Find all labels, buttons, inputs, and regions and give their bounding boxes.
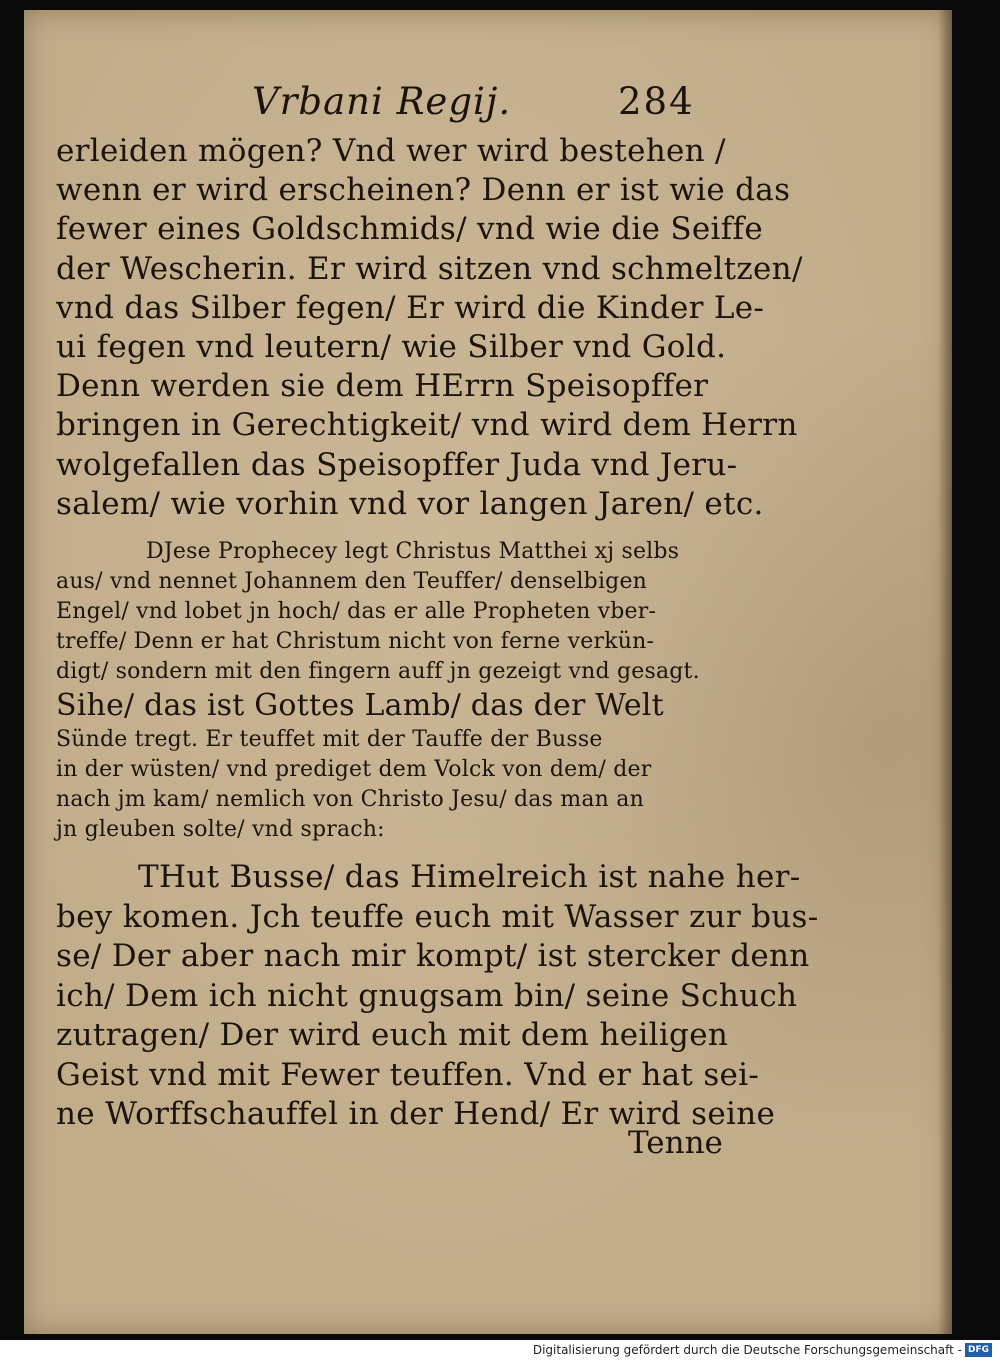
text-line: THut Busse/ das Himelreich ist nahe her- [138, 859, 801, 895]
footer-bar [0, 1340, 1000, 1362]
text-line: in der wüsten/ vnd prediget dem Volck von dem/ der [56, 757, 652, 782]
page-number: 284 [618, 80, 695, 123]
text-line: treffe/ Denn er hat Christum nicht von ferne verkün- [56, 629, 655, 654]
text-line: se/ Der aber nach mir kompt/ ist stercker denn [56, 938, 810, 974]
text-line: wenn er wird erscheinen? Denn er ist wie das [56, 172, 791, 209]
text-block-sermon [56, 858, 819, 1135]
text-line: zutragen/ Der wird euch mit dem heiligen [56, 1017, 729, 1053]
text-line: bringen in Gerechtigkeit/ vnd wird dem Herrn [56, 407, 798, 444]
text-line: salem/ wie vorhin vnd vor langen Jaren/ etc. [56, 485, 764, 522]
text-line: Denn werden sie dem HErrn Speisopffer [56, 368, 709, 405]
text-line: vnd das Silber fegen/ Er wird die Kinder Le- [56, 289, 765, 326]
text-line: aus/ vnd nennet Johannem den Teuffer/ denselbigen [56, 569, 648, 594]
text-line: erleiden mögen? Vnd wer wird bestehen / [56, 133, 726, 169]
text-line-quote: Sihe/ das ist Gottes Lamb/ das der Welt [56, 688, 664, 723]
text-line: wolgefallen das Speisopffer Juda vnd Jeru- [56, 446, 738, 483]
book-page [24, 10, 952, 1334]
page-edge-shadow [938, 10, 952, 1334]
text-line: digt/ sondern mit den fingern auff jn gezeigt vnd gesagt. [56, 659, 700, 684]
running-head: Vrbani Regij. [252, 80, 512, 123]
page-header [24, 80, 952, 128]
funding-credit: Digitalisierung gefördert durch die Deutsche Forschungsgemeinschaft - [532, 1343, 962, 1357]
catchword: Tenne [628, 1125, 723, 1161]
text-line: ne Worffschauffel in der Hend/ Er wird seine [56, 1096, 776, 1132]
text-line: Geist vnd mit Fewer teuffen. Vnd er hat sei- [56, 1056, 760, 1093]
text-block-scripture [56, 132, 803, 524]
text-line: nach jm kam/ nemlich von Christo Jesu/ das man an [56, 787, 644, 812]
text-line: Engel/ vnd lobet jn hoch/ das er alle Propheten vber- [56, 599, 657, 624]
text-line: fewer eines Goldschmids/ vnd wie die Seiffe [56, 211, 763, 248]
text-line: DJese Prophecey legt Christus Matthei xj selbs [146, 539, 680, 564]
text-line: jn gleuben solte/ vnd sprach: [56, 817, 385, 842]
text-line: Sünde tregt. Er teuffet mit der Tauffe der Busse [56, 727, 603, 752]
text-block-commentary [56, 537, 716, 845]
text-line: der Wescherin. Er wird sitzen vnd schmeltzen/ [56, 250, 803, 287]
text-line: ui fegen vnd leutern/ wie Silber vnd Gold. [56, 328, 727, 365]
dfg-logo-icon: DFG [965, 1343, 992, 1357]
text-line: bey komen. Jch teuffe euch mit Wasser zur bus- [56, 898, 819, 935]
text-line: ich/ Dem ich nicht gnugsam bin/ seine Schuch [56, 977, 798, 1014]
